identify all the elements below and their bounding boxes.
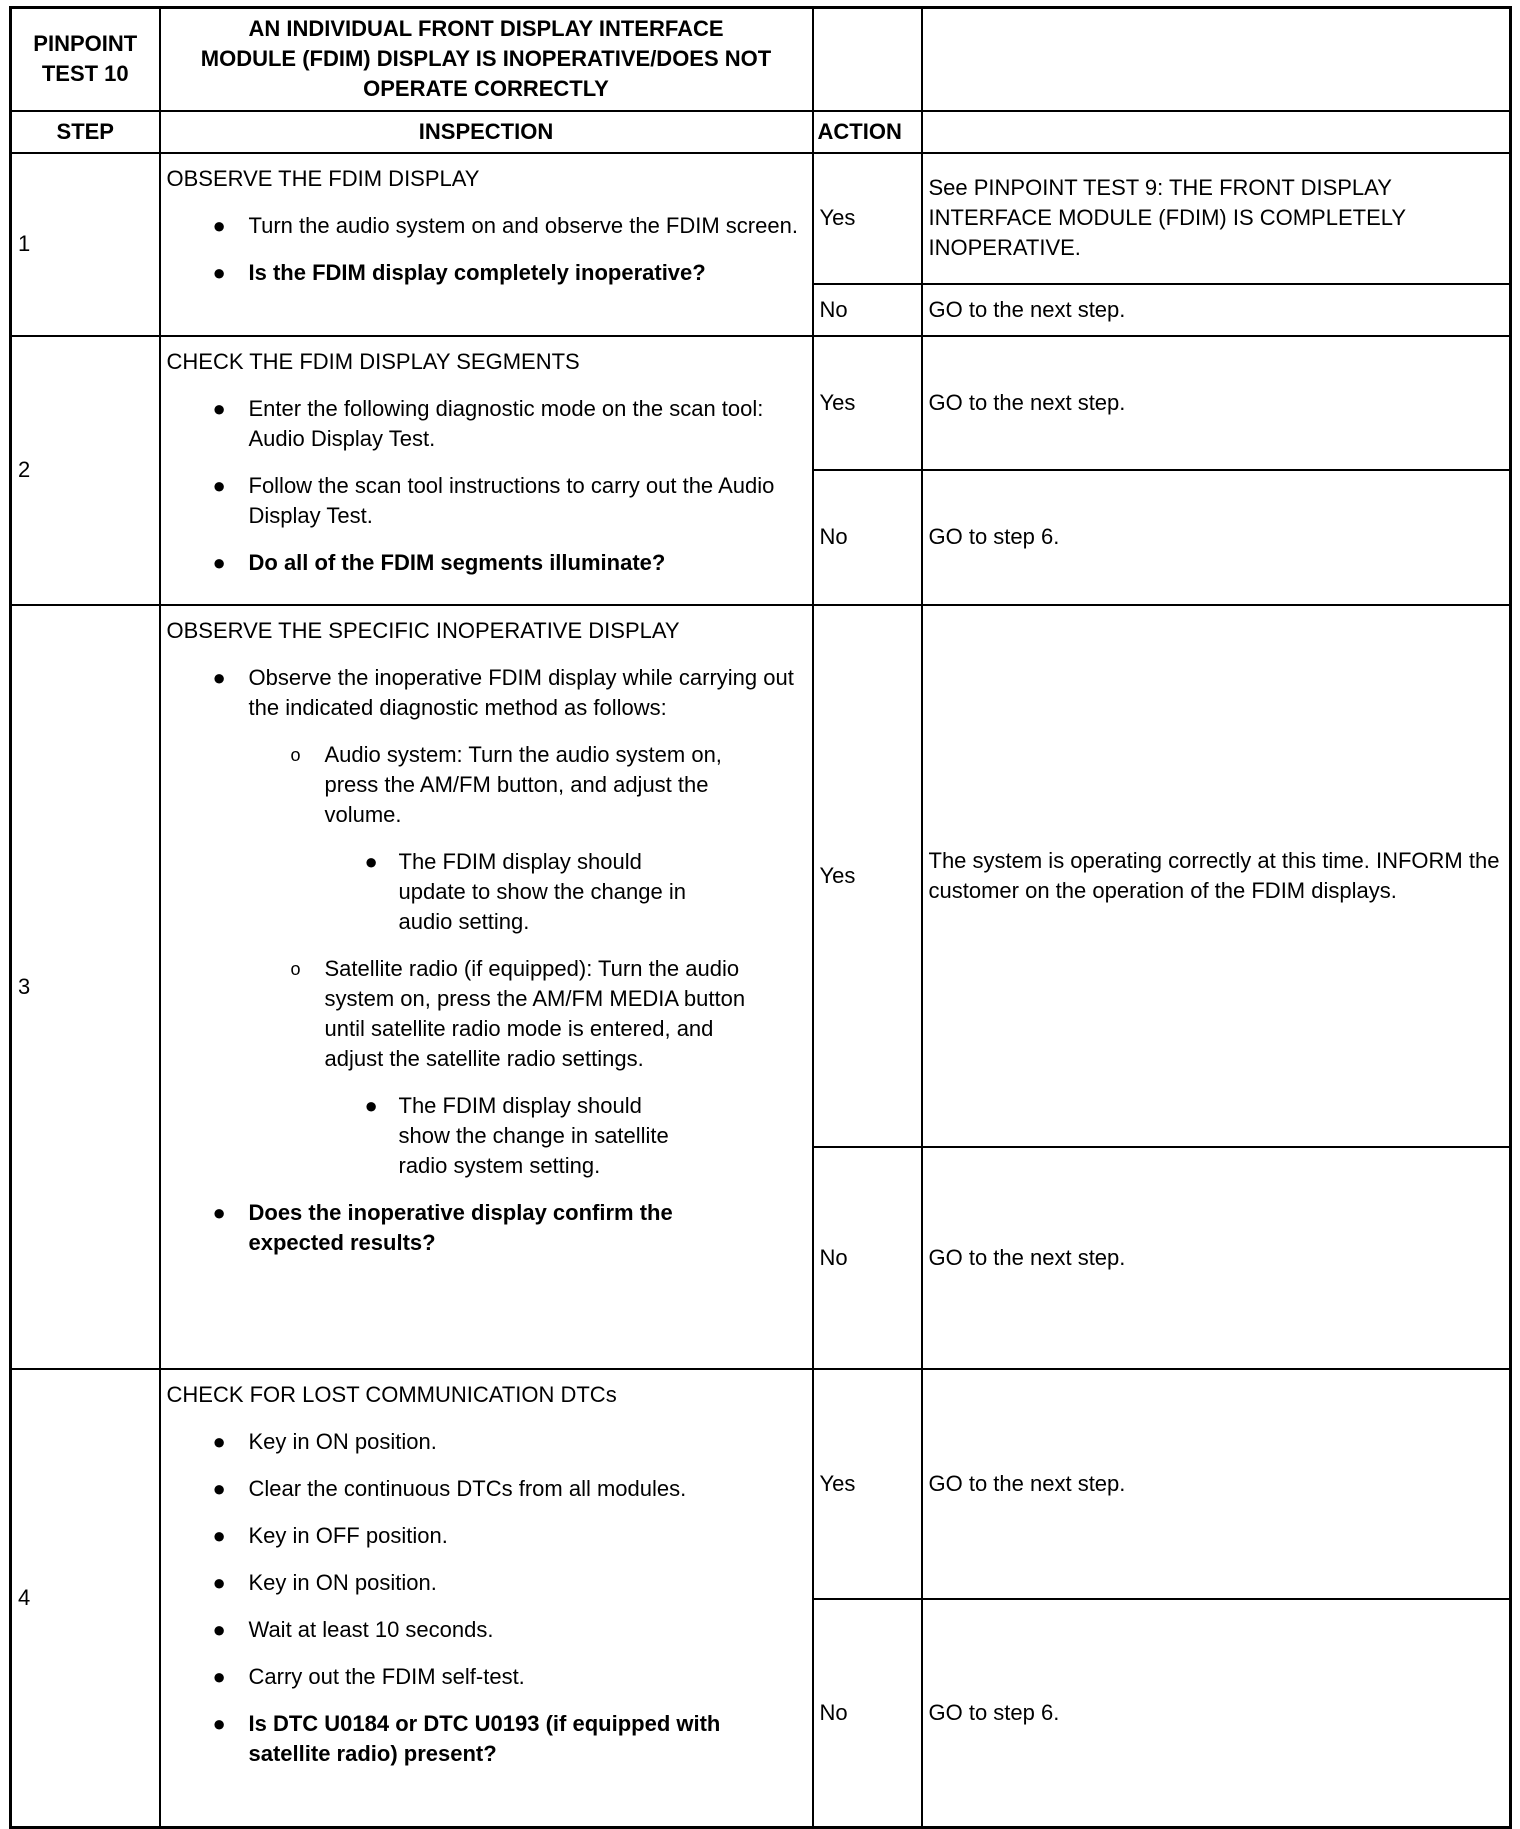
answer-no: No (813, 470, 922, 605)
item-text: Turn the audio system on and observe the FDIM screen. (248, 212, 798, 238)
item-text: Wait at least 10 seconds. (248, 1616, 494, 1642)
list-item-question (167, 258, 806, 288)
bullet-icon: ● (212, 1428, 226, 1454)
answer-no: No (813, 1599, 922, 1828)
answer-no: No (813, 1147, 922, 1369)
answer-no: No (813, 284, 922, 336)
item-text: Key in OFF position. (248, 1522, 448, 1548)
bullet-icon: ● (364, 1092, 378, 1118)
sub-list-item (167, 740, 806, 830)
list-item (167, 211, 806, 241)
item-text: Do all of the FDIM segments illuminate? (248, 549, 666, 575)
sub-list-item (167, 954, 806, 1074)
item-text: Carry out the FDIM self-test. (248, 1663, 525, 1689)
pinpoint-test-table (9, 6, 1512, 1829)
bullet-icon: ● (212, 1710, 226, 1736)
step-title: CHECK THE FDIM DISPLAY SEGMENTS (166, 348, 580, 374)
result-yes: GO to the next step. (922, 336, 1511, 470)
bullet-icon: ● (212, 549, 226, 575)
list-item (167, 1662, 806, 1692)
item-text: Key in ON position. (248, 1569, 437, 1595)
item-text: Clear the continuous DTCs from all modules. (248, 1475, 687, 1501)
inspection-cell (160, 336, 813, 605)
bullet-icon: ● (212, 1522, 226, 1548)
item-text: Key in ON position. (248, 1428, 437, 1454)
list-item-question (167, 548, 806, 578)
list-item-question (167, 1198, 806, 1258)
title-row (11, 8, 1511, 111)
list-item (167, 663, 806, 723)
bullet-icon: ● (212, 395, 226, 421)
step-title: OBSERVE THE SPECIFIC INOPERATIVE DISPLAY (166, 617, 680, 643)
result-no: GO to the next step. (922, 284, 1511, 336)
step-title: OBSERVE THE FDIM DISPLAY (166, 165, 480, 191)
item-text: Observe the inoperative FDIM display while carrying out the indicated diagnostic method as follows: (248, 664, 794, 720)
step-row (11, 605, 1511, 1147)
bullet-icon: ● (212, 1199, 226, 1225)
item-text: Is DTC U0184 or DTC U0193 (if equipped with satellite radio) present? (248, 1710, 721, 1766)
list-item (167, 394, 806, 454)
result-yes: GO to the next step. (922, 1369, 1511, 1599)
item-text: Is the FDIM display completely inoperative? (248, 259, 706, 285)
step-number: 3 (11, 605, 160, 1369)
item-text: Does the inoperative display confirm the expected results? (248, 1199, 673, 1255)
empty-cell (922, 8, 1511, 111)
empty-cell (922, 111, 1511, 153)
list-item (167, 471, 806, 531)
step-number: 2 (11, 336, 160, 605)
inspection-cell (160, 605, 813, 1369)
test-title: AN INDIVIDUAL FRONT DISPLAY INTERFACE MODULE (FDIM) DISPLAY IS INOPERATIVE/DOES NOT OPERATE CORRECTLY (160, 8, 813, 111)
list-item (167, 1427, 806, 1457)
bullet-icon: ● (212, 1569, 226, 1595)
sub-sub-list-item (167, 1091, 806, 1181)
column-header-inspection: INSPECTION (160, 111, 813, 153)
step-row (11, 1369, 1511, 1599)
list-item (167, 1474, 806, 1504)
step-row (11, 336, 1511, 470)
result-no: GO to step 6. (922, 1599, 1511, 1828)
sub-sub-list-item (167, 847, 806, 937)
list-item (167, 1568, 806, 1598)
list-item-question (167, 1709, 806, 1769)
result-no: GO to the next step. (922, 1147, 1511, 1369)
empty-cell (813, 8, 922, 111)
bullet-icon: ● (212, 259, 226, 285)
column-header-row (11, 111, 1511, 153)
bullet-icon: ● (212, 1475, 226, 1501)
item-text: Audio system: Turn the audio system on, press the AM/FM button, and adjust the volume. (324, 741, 722, 827)
result-yes: The system is operating correctly at this time. INFORM the customer on the operation of the FDIM displays. (922, 605, 1511, 1147)
inspection-cell (160, 1369, 813, 1828)
answer-yes: Yes (813, 153, 922, 284)
result-no: GO to step 6. (922, 470, 1511, 605)
bullet-icon: ● (364, 848, 378, 874)
circle-bullet-icon: o (290, 744, 301, 765)
item-text: Satellite radio (if equipped): Turn the audio system on, press the AM/FM MEDIA button until satellite radio mode is entered, and adjust the satellite radio settings. (324, 955, 746, 1071)
bullet-icon: ● (212, 1616, 226, 1642)
bullet-icon: ● (212, 1663, 226, 1689)
answer-yes: Yes (813, 605, 922, 1147)
bullet-icon: ● (212, 664, 226, 690)
result-yes: See PINPOINT TEST 9: THE FRONT DISPLAY INTERFACE MODULE (FDIM) IS COMPLETELY INOPERATIVE. (922, 153, 1511, 284)
item-text: Follow the scan tool instructions to carry out the Audio Display Test. (248, 472, 775, 528)
inspection-cell (160, 153, 813, 336)
step-number: 4 (11, 1369, 160, 1828)
column-header-step: STEP (11, 111, 160, 153)
list-item (167, 1615, 806, 1645)
answer-yes: Yes (813, 1369, 922, 1599)
step-title: CHECK FOR LOST COMMUNICATION DTCs (166, 1381, 617, 1407)
item-text: The FDIM display should update to show the change in audio setting. (398, 848, 686, 934)
circle-bullet-icon: o (290, 958, 301, 979)
bullet-icon: ● (212, 472, 226, 498)
column-header-action: ACTION (813, 111, 922, 153)
bullet-icon: ● (212, 212, 226, 238)
step-number: 1 (11, 153, 160, 336)
answer-yes: Yes (813, 336, 922, 470)
item-text: The FDIM display should show the change in satellite radio system setting. (398, 1092, 669, 1178)
test-label: PINPOINT TEST 10 (11, 8, 160, 111)
step-row (11, 153, 1511, 284)
item-text: Enter the following diagnostic mode on the scan tool: Audio Display Test. (248, 395, 764, 451)
list-item (167, 1521, 806, 1551)
